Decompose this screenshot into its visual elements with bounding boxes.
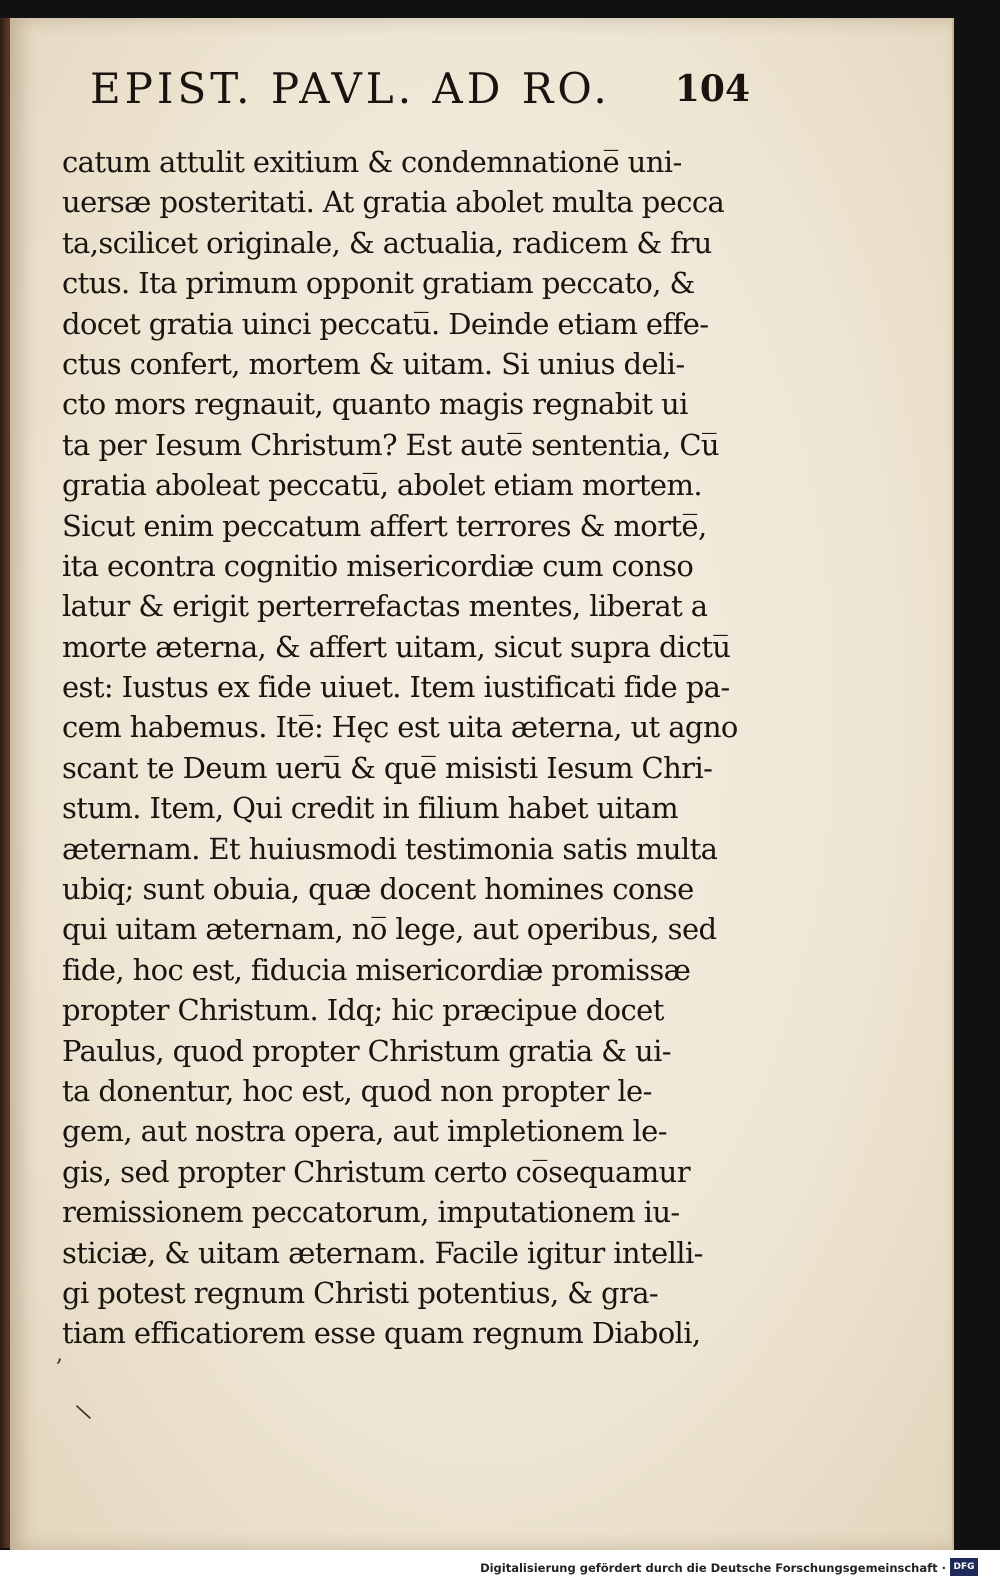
text-line: propter Christum. Idq; hic præcipue docet: [62, 993, 664, 1028]
text-line: scant te Deum ueru̅ & que̅ misisti Iesum Chri-: [62, 750, 713, 785]
text-line: docet gratia uinci peccatu̅. Deinde etiam effe-: [62, 306, 709, 341]
page-number: 104: [674, 68, 750, 110]
text-line: tiam efficatiorem esse quam regnum Diaboli,: [62, 1316, 701, 1351]
text-line: qui uitam æternam, no̅ lege, aut operibus, sed: [62, 912, 717, 947]
text-line: gi potest regnum Christi potentius, & gra-: [62, 1275, 659, 1310]
text-line: ubiq; sunt obuia, quæ docent homines conse: [62, 872, 694, 907]
text-line: uersæ posteritati. At gratia abolet multa pecca: [62, 185, 725, 220]
text-line: ctus confert, mortem & uitam. Si unius deli-: [62, 346, 685, 381]
text-line: ta donentur, hoc est, quod non propter le-: [62, 1073, 652, 1108]
running-title: EPIST. PAVL. AD RO.: [90, 64, 611, 113]
text-line: gis, sed propter Christum certo co̅sequamur: [62, 1154, 690, 1189]
page-header: [90, 64, 750, 124]
text-line: remissionem peccatorum, imputationem iu-: [62, 1195, 680, 1230]
dfg-logo: DFG: [950, 1558, 978, 1576]
text-line: cem habemus. Ite̅: Hęc est uita æterna, ut agno: [62, 710, 738, 745]
text-line: est: Iustus ex fide uiuet. Item iustificati fide pa-: [62, 670, 730, 705]
text-line: cto mors regnauit, quanto magis regnabit ui: [62, 387, 688, 422]
text-line: gem, aut nostra opera, aut impletionem le-: [62, 1114, 667, 1149]
text-line: fide, hoc est, fiducia misericordiæ promissæ: [62, 952, 691, 987]
text-line: sticiæ, & uitam æternam. Facile igitur intelli-: [62, 1235, 703, 1270]
book-page: [10, 18, 954, 1550]
funding-credit: Digitalisierung gefördert durch die Deutsche Forschungsgemeinschaft ·: [480, 1561, 946, 1575]
text-line: morte æterna, & affert uitam, sicut supra dictu̅: [62, 629, 731, 664]
text-line: ita econtra cognitio misericordiæ cum conso: [62, 548, 694, 583]
text-line: Paulus, quod propter Christum gratia & ui-: [62, 1033, 671, 1068]
text-line: ctus. Ita primum opponit gratiam peccato, &: [62, 266, 695, 301]
ink-stroke: \: [74, 1399, 94, 1426]
digitization-footer: [0, 1550, 1000, 1594]
body-text: [62, 142, 802, 1354]
text-line: stum. Item, Qui credit in filium habet uitam: [62, 791, 678, 826]
text-line: latur & erigit perterrefactas mentes, liberat a: [62, 589, 708, 624]
text-line: gratia aboleat peccatu̅, abolet etiam mortem.: [62, 468, 703, 503]
text-line: ta per Iesum Christum? Est aute̅ sententia, Cu̅: [62, 427, 720, 462]
ink-speck: ,: [56, 1342, 63, 1367]
text-line: Sicut enim peccatum affert terrores & morte̅,: [62, 508, 707, 543]
text-line: æternam. Et huiusmodi testimonia satis multa: [62, 831, 718, 866]
text-line: ta,scilicet originale, & actualia, radicem & fru: [62, 225, 712, 260]
text-line: catum attulit exitium & condemnatione̅ uni-: [62, 145, 682, 179]
